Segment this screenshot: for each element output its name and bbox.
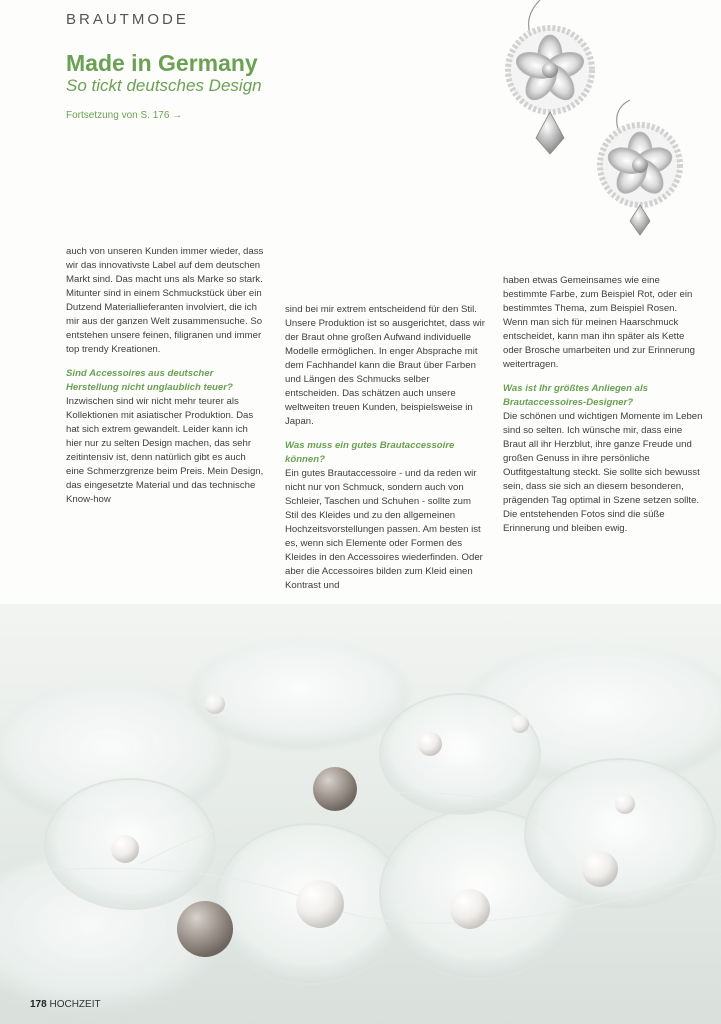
question-heading: Sind Accessoires aus deutscher Herstellung nicht unglaublich teuer? bbox=[66, 368, 233, 393]
paragraph: auch von unseren Kunden immer wieder, dass wir das innovativste Label auf dem deutschen Markt sind. Das macht uns als Marke so stark. Mitunter sind in einem Schmuckstück über ein Dutzend Materiallieferanten involviert, die ich mir aus der ganzen Welt zusammensuche. So entstehen unsere feinen, filigranen und immer top trendy Kreationen. bbox=[66, 246, 264, 355]
question-heading: Was muss ein gutes Brautaccessoire können? bbox=[285, 440, 455, 465]
question-heading: Was ist Ihr größtes Anliegen als Brautaccessoires-Designer? bbox=[503, 383, 649, 408]
page-title: Made in Germany bbox=[66, 50, 258, 76]
paragraph: sind bei mir extrem entscheidend für den Stil. Unsere Produktion ist so ausgerichtet, dass wir der Braut ohne großen Aufwand individuelle Modelle ermöglichen. In enger Absprache mit dem Fachhandel kann die Braut über Farben und Längen des Schmucks selber entscheiden. Das schätzen auch unsere weltweiten treuen Kunden, beispielsweise in Japan. bbox=[285, 304, 485, 427]
paragraph: Ein gutes Brautaccessoire - und da reden wir nicht nur von Schmuck, sondern auch von Schleier, Taschen und Schuhen - sollte zum Stil des Kleides und zu den allgemeinen Hochzeitsvorstellungen passen. Am besten ist es, wenn sich Elemente oder Formen des Kleides in den Accessoires wiederfinden. Oder aber die Accessoires bilden zum Kleid einen Kontrast und bbox=[285, 468, 483, 591]
page-subtitle: So tickt deutsches Design bbox=[66, 76, 262, 95]
section-label: BRAUTMODE bbox=[66, 11, 189, 28]
text-column-2 bbox=[285, 303, 485, 603]
paragraph: Inzwischen sind wir nicht mehr teurer als Kollektionen mit asiatischer Produktion. Das hat sich extrem gewandelt. Leider kann ich hier nur zu selten Design machen, das sehr zeitintensiv ist, denn natürlich gibt es auch eine Schmerzgrenze beim Preis. Mein Design, das eingesetzte Material und das technische Know-how bbox=[66, 396, 264, 505]
paragraph: Die schönen und wichtigen Momente im Leben sind so selten. Ich wünsche mir, dass eine Braut all ihr Herzblut, ihre ganze Freude und großen Genuss in ihre persönliche Outfitgestaltung steckt. Sie sollte sich bewusst sein, dass sie sich an diesem besonderen, prägenden Tag optimal in Szene setzen sollte. Die entstehenden Fotos sind die süße Erinnerung und bleiben ewig. bbox=[503, 411, 703, 534]
earrings-photo bbox=[480, 0, 721, 240]
text-column-1 bbox=[66, 245, 266, 517]
text-column-3 bbox=[503, 274, 703, 546]
jewelry-photo bbox=[0, 604, 721, 1024]
continued-note: Fortsetzung von S. 176 → bbox=[66, 110, 183, 121]
paragraph: haben etwas Gemeinsames wie eine bestimmte Farbe, zum Beispiel Rot, oder ein bestimmtes Thema, zum Beispiel Rosen. Wenn man sich für meinen Haarschmuck entscheidet, kann man ihn später als Kette oder Brosche umarbeiten und zur Erinnerung weitertragen. bbox=[503, 275, 695, 370]
page-footer bbox=[30, 999, 101, 1010]
page-number: 178 bbox=[30, 999, 47, 1010]
magazine-name: HOCHZEIT bbox=[49, 999, 101, 1010]
